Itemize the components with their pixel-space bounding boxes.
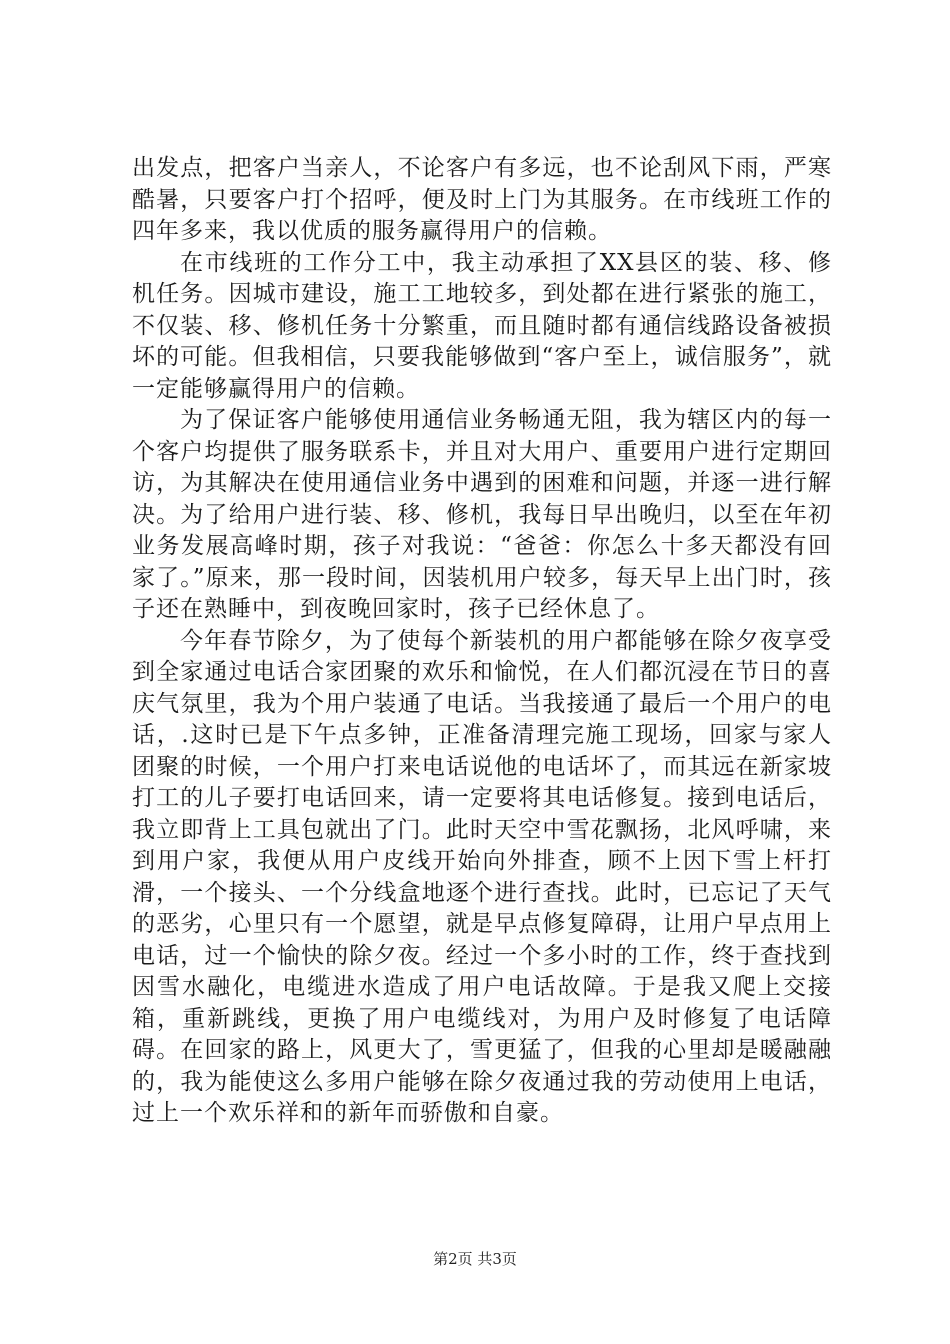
page-footer [0,1249,950,1269]
paragraph-1: 出发点，把客户当亲人，不论客户有多远，也不论刮风下雨，严寒酷暑，只要客户打个招呼，便及时上门为其服务。在市线班工作的四年多来，我以优质的服务赢得用户的信赖。 [132,155,832,244]
document-body [132,153,832,1130]
paragraph-3: 为了保证客户能够使用通信业务畅通无阻，我为辖区内的每一个客户均提供了服务联系卡，并且对大用户、重要用户进行定期回访，为其解决在使用通信业务中遇到的困难和问题，并逐一进行解决。为了给用户进行装、移、修机，我每日早出晚归，以至在年初业务发展高峰时期，孩子对我说：“爸爸：你怎么十多天都没有回家了。”原来，那一段时间，因装机用户较多，每天早上出门时，孩子还在熟睡中，到夜晚回家时，孩子已经休息了。 [132,407,832,622]
paragraph-2: 在市线班的工作分工中，我主动承担了XX县区的装、移、修机任务。因城市建设，施工工地较多，到处都在进行紧张的施工，不仅装、移、修机任务十分繁重，而且随时都有通信线路设备被损坏的可能。但我相信，只要我能够做到“客户至上，诚信服务”，就一定能够赢得用户的信赖。 [132,249,832,402]
page-number-label: 第2页 共3页 [433,1250,517,1268]
paragraph-4: 今年春节除夕，为了使每个新装机的用户都能够在除夕夜享受到全家通过电话合家团聚的欢乐和愉悦，在人们都沉浸在节日的喜庆气氛里，我为个用户装通了电话。当我接通了最后一个用户的电话，.这时已是下午点多钟，正准备清理完施工现场，回家与家人团聚的时候，一个用户打来电话说他的电话坏了，而其远在新家坡打工的儿子要打电话回来，请一定要将其电话修复。接到电话后，我立即背上工具包就出了门。此时天空中雪花飘扬，北风呼啸，来到用户家，我便从用户皮线开始向外排查，顾不上因下雪上杆打滑，一个接头、一个分线盒地逐个进行查找。此时，已忘记了天气的恶劣，心里只有一个愿望，就是早点修复障碍，让用户早点用上电话，过一个愉快的除夕夜。经过一个多小时的工作，终于查找到因雪水融化，电缆进水造成了用户电话故障。于是我又爬上交接箱，重新跳线，更换了用户电缆线对，为用户及时修复了电话障碍。在回家的路上，风更大了，雪更猛了，但我的心里却是暖融融的，我为能使这么多用户能够在除夕夜通过我的劳动使用上电话，过上一个欢乐祥和的新年而骄傲和自豪。 [132,627,832,1126]
